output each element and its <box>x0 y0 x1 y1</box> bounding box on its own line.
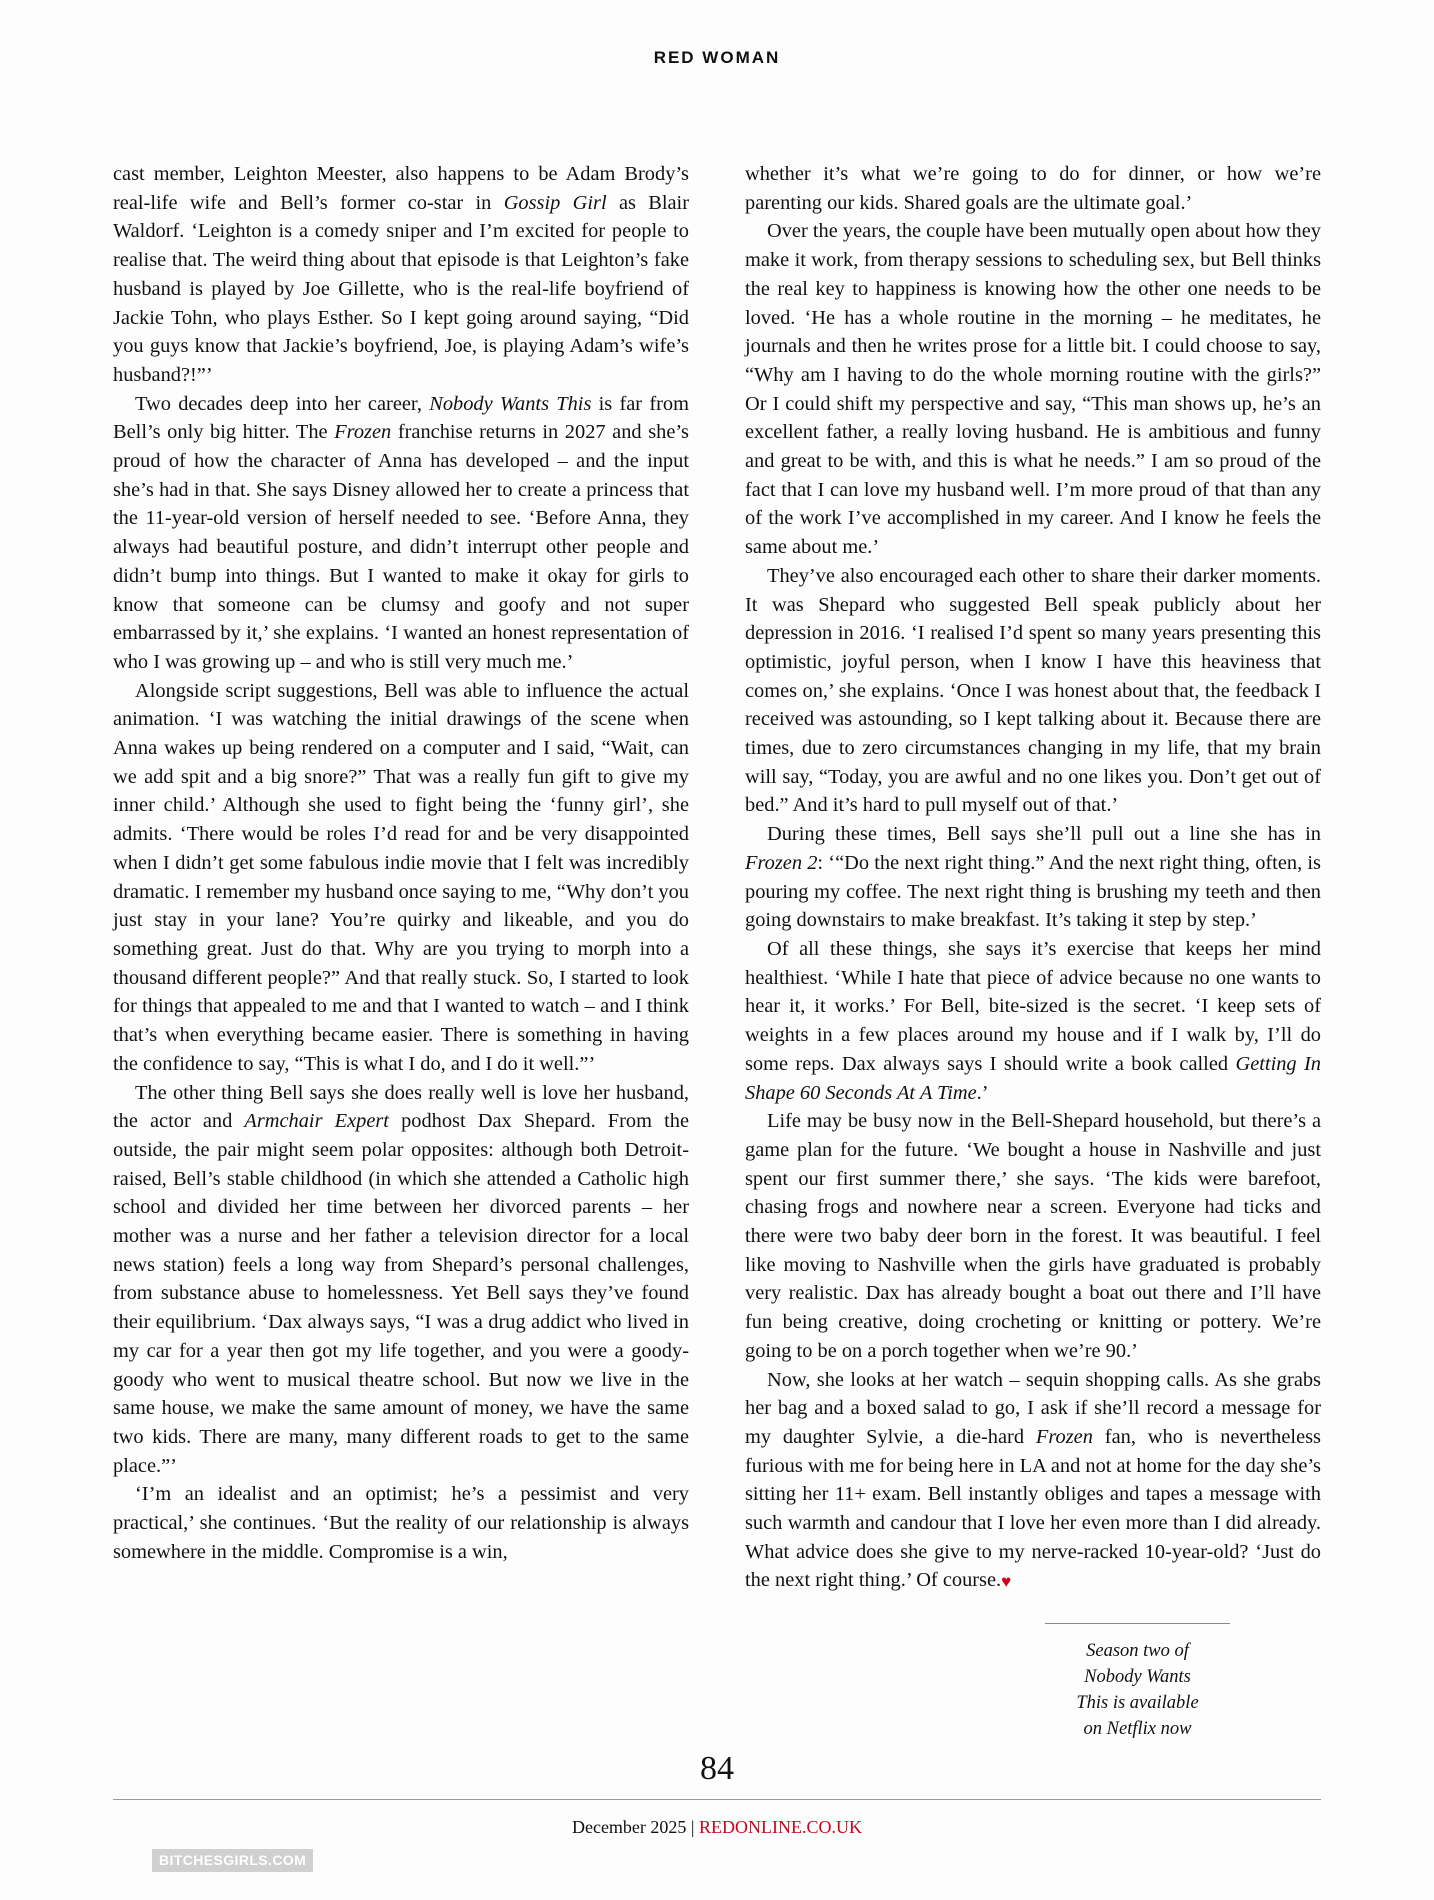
sidenote-line: This is available <box>1076 1693 1199 1714</box>
right-column <box>745 160 1321 1742</box>
paragraph <box>113 160 689 390</box>
footer-credit <box>0 1817 1434 1838</box>
italic-title: Nobody Wants This <box>429 392 592 415</box>
paragraph <box>745 820 1321 935</box>
paragraph-text: During these times, Bell says she’ll pull out a line she has in <box>767 823 1321 846</box>
paragraph-text: is far from Bell’s only big hitter. The <box>113 392 689 444</box>
paragraph-text: Two decades deep into her career, <box>135 392 430 415</box>
italic-title: Frozen <box>1035 1425 1093 1448</box>
running-head: RED WOMAN <box>653 48 781 67</box>
sidenote-line: Season two of <box>1086 1641 1189 1662</box>
watermark: BITCHESGIRLS.COM <box>152 1849 313 1872</box>
paragraph-text: franchise returns in 2027 and she’s proud of how the character of Anna has developed – and the input she’s had in that. She says Disney allowed her to create a princess that the 11-year-old version of herself needed to see. ‘Before Anna, they always had beautiful posture, and didn’t interrupt other people and didn’t bump into things. But I wanted to make it okay for girls to know that someone can be clumsy and goofy and not super embarrassed by it,’ she explains. ‘I wanted an honest representation of who I was growing up – and who is still very much me.’ <box>113 421 689 673</box>
paragraph-text: : ‘“Do the next right thing.” And the next right thing, often, is pouring my coffee. The next right thing is brushing my teeth and then going downstairs to make breakfast. It’s taking it step by step.’ <box>745 851 1321 932</box>
paragraph <box>113 1079 689 1481</box>
paragraph-text: Of all these things, she says it’s exercise that keeps her mind healthiest. ‘While I hate that piece of advice because no one wants to hear it, it works.’ For Bell, bite-sized is the secret. ‘I keep sets of weights in a few places around my house and if I walk by, I’ll do some reps. Dax always says I should write a book called <box>745 937 1321 1075</box>
paragraph-text: The other thing Bell says she does really well is love her husband, the actor and <box>113 1081 689 1133</box>
paragraph: ‘I’m an idealist and an optimist; he’s a pessimist and very practical,’ she continues. ‘But the reality of our relationship is always somewhere in the middle. Compromise is a win, <box>113 1483 689 1563</box>
italic-title: Getting In Shape 60 Seconds At A Time <box>745 1052 1321 1104</box>
paragraph: Over the years, the couple have been mutually open about how they make it work, from therapy sessions to scheduling sex, but Bell thinks the real key to happiness is knowing how the other one needs to be loved. ‘He has a whole routine in the morning – he meditates, he journals and then he writes prose for a little bit. I could choose to say, “Why am I having to do the whole morning routine with the girls?” Or I could shift my perspective and say, “This man shows up, he’s an excellent father, a really loving husband. He is ambitious and funny and great to be with, and this is what he needs.” I am so proud of the fact that I can love my husband well. I’m more proud of that than any of the work I’ve accomplished in my career. And I know he feels the same about me.’ <box>745 220 1321 559</box>
paragraph-text: podhost Dax Shepard. From the outside, the pair might seem polar opposites: although both Detroit-raised, Bell’s stable childhood (in which she attended a Catholic high school and divided her time between her divorced parents – her mother was a nurse and her father a television director for a local news station) feels a long way from Shepard’s personal challenges, from substance abuse to homelessness. Yet Bell says they’ve found their equilibrium. ‘Dax always says, “I was a drug addict who lived in my car for a year then got my life together, and you were a goody-goody who went to musical theatre school. But now we live in the same house, we make the same amount of money, we have the same two kids. There are many, many different roads to get to the same place.”’ <box>113 1110 689 1477</box>
paragraph-text: Now, she looks at her watch – sequin shopping calls. As she grabs her bag and a boxed salad to go, I ask if she’ll record a message for my daughter Sylvie, a die-hard <box>745 1368 1321 1448</box>
footer-issue: December 2025 | <box>571 1817 700 1837</box>
sidenote <box>1045 1623 1230 1742</box>
paragraph: They’ve also encouraged each other to share their darker moments. It was Shepard who suggested Bell speak publicly about her depression in 2016. ‘I realised I’d spent so many years presenting this optimistic, joyful person, when I know I have this heaviness that comes on,’ she explains. ‘Once I was honest about that, the feedback I received was astounding, so I kept talking about it. Because there are times, due to zero circumstances changing in my life, that my brain will say, “Today, you are awful and no one likes you. Don’t get out of bed.” And it’s hard to pull myself out of that.’ <box>745 564 1321 817</box>
italic-title: Frozen 2 <box>745 851 818 874</box>
sidenote-divider <box>1045 1623 1230 1624</box>
italic-title: Gossip Girl <box>503 191 607 214</box>
paragraph: Life may be busy now in the Bell-Shepard household, but there’s a game plan for the future. ‘We bought a house in Nashville and just spent our first summer there,’ she says. ‘The kids were barefoot, chasing frogs and nowhere near a screen. Everyone had ticks and there were two baby deer born in the forest. It was beautiful. I feel like moving to Nashville when the girls have graduated is probably very realistic. Dax has already bought a boat out there and I’ll have fun being creative, doing crocheting or knitting or pottery. We’re going to be on a porch together when we’re 90.’ <box>745 1110 1321 1362</box>
sidenote-line: on Netflix now <box>1083 1719 1192 1740</box>
page-number: 84 <box>700 1750 734 1787</box>
heart-icon: ♥ <box>1001 1572 1012 1592</box>
paragraph-text: cast member, Leighton Meester, also happens to be Adam Brody’s real-life wife and Bell’s former co-star in <box>113 163 689 214</box>
sidenote-line: Nobody Wants <box>1084 1667 1191 1688</box>
paragraph: whether it’s what we’re going to do for dinner, or how we’re parenting our kids. Shared goals are the ultimate goal.’ <box>745 163 1321 214</box>
footer-divider <box>113 1799 1321 1800</box>
paragraph: Alongside script suggestions, Bell was able to influence the actual animation. ‘I was watching the initial drawings of the scene when Anna wakes up being rendered on a computer and I said, “Wait, can we add spit and a big snore?” That was a really fun gift to give my inner child.’ Although she used to fight being the ‘funny girl’, she admits. ‘There would be roles I’d read for and be very disappointed when I didn’t get some fabulous indie movie that I felt was incredibly dramatic. I remember my husband once saying to me, “Why don’t you just stay in your lane? You’re quirky and likeable, and you do something great. Just do that. Why are you trying to morph into a thousand different people?” And that really stuck. So, I started to look for things that appealed to me and that I wanted to watch – and I think that’s when everything became easier. There is something in having the confidence to say, “This is what I do, and I do it well.”’ <box>113 679 689 1075</box>
paragraph <box>745 935 1321 1107</box>
paragraph-text: fan, who is nevertheless furious with me for being here in LA and not at home for the day she’s sitting her 11+ exam. Bell instantly obliges and tapes a message with such warmth and candour that I love her even more than I did already. What advice does she give to my nerve-racked 10-year-old? ‘Just do the next right thing.’ Of course. <box>745 1425 1321 1592</box>
paragraph-text: .’ <box>976 1081 989 1104</box>
footer-brand: REDONLINE.CO.UK <box>699 1817 863 1837</box>
paragraph <box>745 1366 1321 1598</box>
article-body <box>113 160 1321 1742</box>
paragraph <box>113 390 689 677</box>
italic-title: Frozen <box>334 421 392 444</box>
paragraph-text: as Blair Waldorf. ‘Leighton is a comedy sniper and I’m excited for people to realise that. The weird thing about that episode is that Leighton’s fake husband is played by Joe Gillette, who is the real-life boyfriend of Jackie Tohn, who plays Esther. So I kept going around saying, “Did you guys know that Jackie’s boyfriend, Joe, is playing Adam’s wife’s husband?!”’ <box>113 191 689 386</box>
italic-title: Armchair Expert <box>244 1110 389 1133</box>
left-column <box>113 160 689 1742</box>
